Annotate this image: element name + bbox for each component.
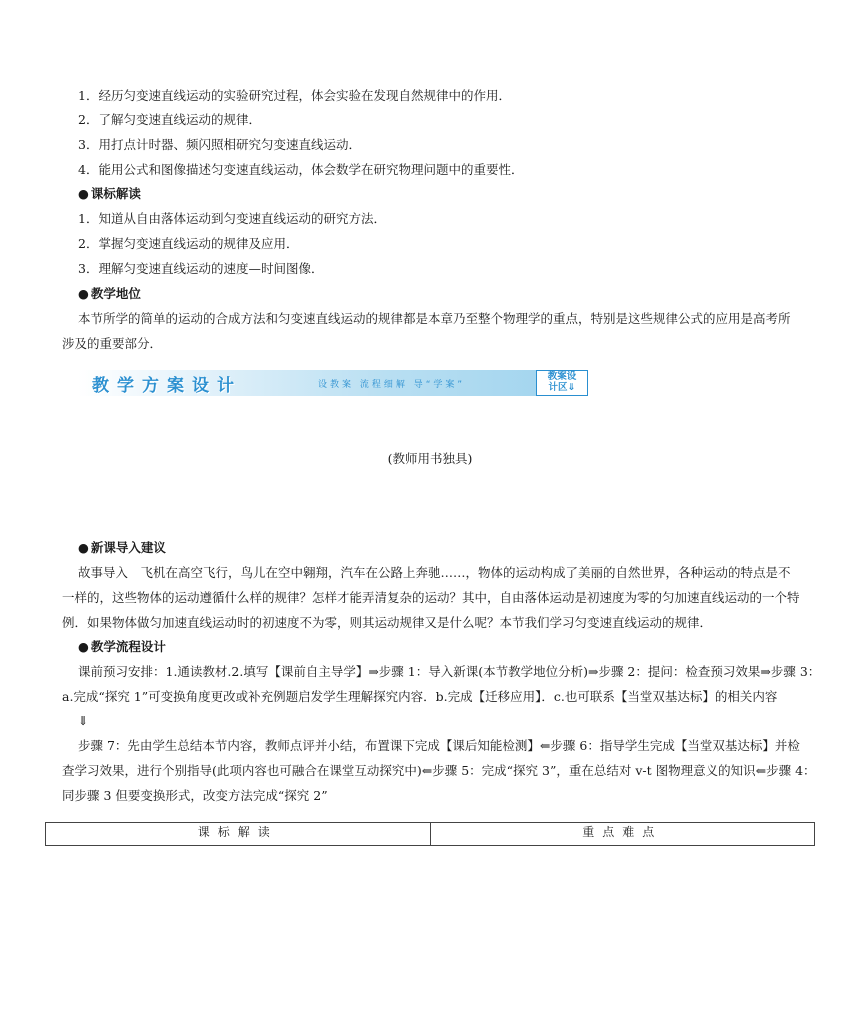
table-header-key-points: 重点难点 bbox=[430, 823, 815, 846]
flow-line-1: 课前预习安排：1.通读教材.2.填写【课前自主导学】⇒步骤 1：导入新课(本节教学地位分析)⇒步骤 2：提问：检查预习效果⇒步骤 3： bbox=[78, 664, 821, 679]
intro-line-1: 故事导入 飞机在高空飞行，鸟儿在空中翱翔，汽车在公路上奔驰……，物体的运动构成了美丽的自然世界，各种运动的特点是不 bbox=[78, 565, 791, 580]
bullet-icon: ● bbox=[78, 540, 89, 555]
objective-4: 4．能用公式和图像描述匀变速直线运动，体会数学在研究物理问题中的重要性． bbox=[78, 162, 524, 177]
flow-line-5: 同步骤 3 但要变换形式，改变方法完成“探究 2” bbox=[62, 788, 328, 803]
position-heading: ● 教学地位 bbox=[78, 286, 141, 301]
intro-heading: ● 新课导入建议 bbox=[78, 540, 166, 555]
banner-box bbox=[536, 370, 588, 396]
bullet-icon: ● bbox=[78, 286, 89, 301]
objective-1: 1．经历匀变速直线运动的实验研究过程，体会实验在发现自然规律中的作用． bbox=[78, 88, 511, 103]
teacher-note: (教师用书独具) bbox=[387, 451, 473, 466]
banner-title: 教学方案设计 bbox=[92, 376, 242, 396]
summary-table bbox=[45, 822, 815, 846]
table-row bbox=[46, 823, 815, 846]
table-header-curriculum: 课标解读 bbox=[46, 823, 431, 846]
intro-line-3: 例．如果物体做匀加速直线运动时的初速度不为零，则其运动规律又是什么呢？本节我们学习匀变速直线运动的规律． bbox=[62, 615, 713, 630]
bullet-icon: ● bbox=[78, 186, 89, 201]
position-line-1: 本节所学的简单的运动的合成方法和匀变速直线运动的规律都是本章乃至整个物理学的重点，特别是这些规律公式的应用是高考所 bbox=[78, 311, 791, 326]
banner-box-line-1: 教案设 bbox=[547, 371, 577, 382]
flow-heading: ● 教学流程设计 bbox=[78, 639, 166, 654]
banner-box-line-2: 计区⇓ bbox=[548, 382, 576, 393]
curriculum-1: 1．知道从自由落体运动到匀变速直线运动的研究方法． bbox=[78, 211, 386, 226]
flow-arrow: ⇓ bbox=[78, 713, 89, 728]
objective-3: 3．用打点计时器、频闪照相研究匀变速直线运动． bbox=[78, 137, 361, 152]
flow-line-4: 查学习效果，进行个别指导(此项内容也可融合在课堂互动探究中)⇐步骤 5：完成“探究 3”，重在总结对 v-t 图物理意义的知识⇐步骤 4： bbox=[62, 763, 816, 778]
position-line-2: 涉及的重要部分． bbox=[62, 336, 163, 351]
objective-2: 2．了解匀变速直线运动的规律． bbox=[78, 112, 261, 127]
curriculum-heading: ● 课标解读 bbox=[78, 186, 141, 201]
banner-subtitle: 设教案 流程细解 导“学案” bbox=[318, 380, 466, 390]
curriculum-3: 3．理解匀变速直线运动的速度—时间图像． bbox=[78, 261, 324, 276]
intro-line-2: 一样的，这些物体的运动遵循什么样的规律？怎样才能弄清复杂的运动？其中，自由落体运动是初速度为零的匀加速直线运动的一个特 bbox=[62, 590, 800, 605]
curriculum-2: 2．掌握匀变速直线运动的规律及应用． bbox=[78, 236, 299, 251]
bullet-icon: ● bbox=[78, 639, 89, 654]
flow-line-2: a.完成“探究 1”可变换角度更改或补充例题启发学生理解探究内容．b.完成【迁移应用】．c.也可联系【当堂双基达标】的相关内容 bbox=[62, 689, 778, 704]
flow-line-3: 步骤 7：先由学生总结本节内容，教师点评并小结，布置课下完成【课后知能检测】⇐步骤 6：指导学生完成【当堂双基达标】并检 bbox=[78, 738, 800, 753]
section-banner bbox=[78, 370, 588, 396]
